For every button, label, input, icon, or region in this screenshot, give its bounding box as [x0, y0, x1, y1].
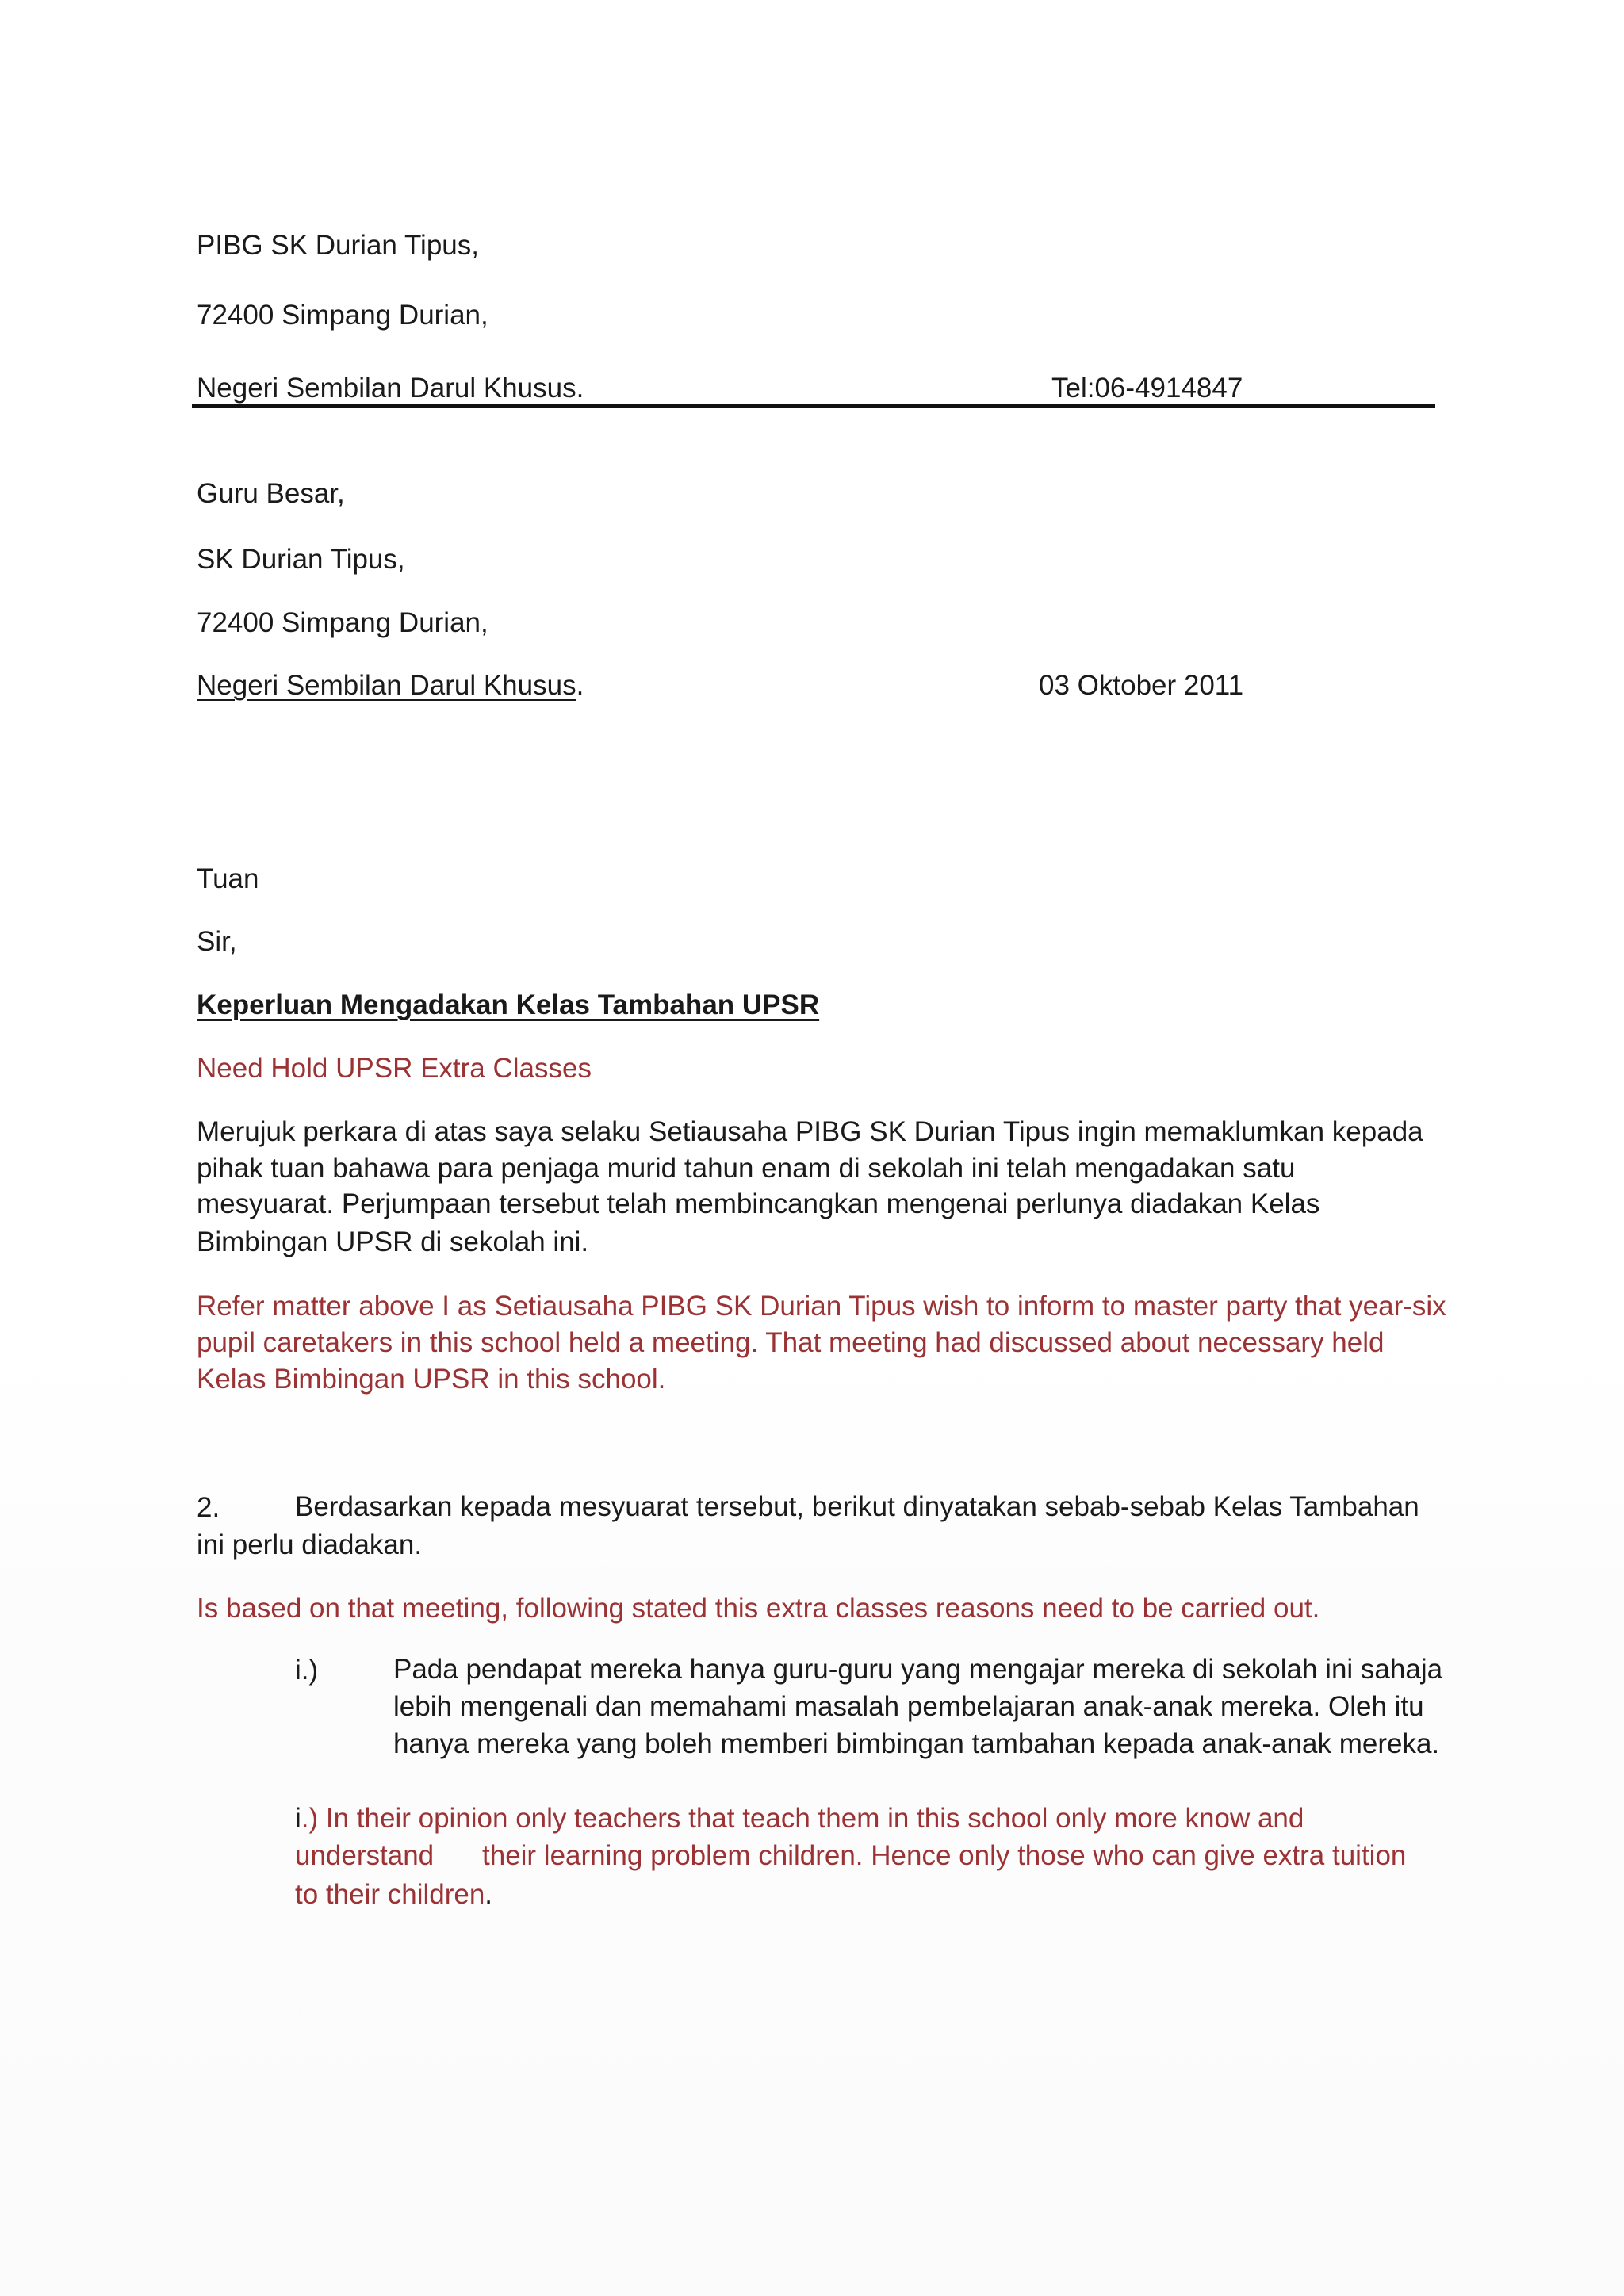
- salutation-malay: Tuan: [197, 863, 259, 894]
- reason1-malay-line-2: lebih mengenali dan memahami masalah pembelajaran anak-anak mereka. Oleh itu: [393, 1691, 1424, 1722]
- sender-line-1: PIBG SK Durian Tipus,: [197, 230, 479, 261]
- paragraph2-malay-line-2: ini perlu diadakan.: [197, 1529, 423, 1560]
- reason1-english-line-3: [295, 1877, 492, 1912]
- recipient-state-period: .: [576, 670, 584, 701]
- sender-line-3: Negeri Sembilan Darul Khusus.: [197, 373, 584, 404]
- letter-date: 03 Oktober 2011: [1039, 670, 1244, 701]
- reason1-english-period: .: [485, 1879, 493, 1910]
- subject-malay: Keperluan Mengadakan Kelas Tambahan UPSR: [197, 989, 820, 1020]
- header-rule: [192, 404, 1435, 408]
- recipient-line-4: [197, 668, 584, 703]
- recipient-state-underlined: Negeri Sembilan Darul Khusus: [197, 670, 576, 701]
- recipient-line-3: 72400 Simpang Durian,: [197, 607, 488, 638]
- paragraph1-english-line-1: Refer matter above I as Setiausaha PIBG SK Durian Tipus wish to inform to master party that year-six: [197, 1291, 1446, 1322]
- reason1-english-line-2a: understand: [295, 1840, 435, 1871]
- sender-telephone: Tel:06-4914847: [1051, 373, 1243, 404]
- reason1-malay-line-3: hanya mereka yang boleh memberi bimbingan tambahan kepada anak-anak mereka.: [393, 1728, 1440, 1759]
- recipient-line-2: SK Durian Tipus,: [197, 544, 405, 575]
- paragraph2-number: 2.: [197, 1492, 220, 1523]
- reason1-english-line-2b: their learning problem children. Hence only those who can give extra tuition: [482, 1840, 1407, 1871]
- sender-line-2: 72400 Simpang Durian,: [197, 300, 488, 331]
- reason1-english-text-3: to their children: [295, 1879, 485, 1910]
- reason1-marker: i.): [295, 1655, 319, 1686]
- paragraph1-english-line-2: pupil caretakers in this school held a meeting. That meeting had discussed about necessary held: [197, 1327, 1385, 1358]
- paragraph1-malay-line-2: pihak tuan bahawa para penjaga murid tahun enam di sekolah ini telah mengadakan satu: [197, 1153, 1296, 1184]
- paragraph2-malay-line-1: Berdasarkan kepada mesyuarat tersebut, berikut dinyatakan sebab-sebab Kelas Tambahan: [295, 1491, 1419, 1522]
- salutation-english: Sir,: [197, 926, 237, 957]
- recipient-line-1: Guru Besar,: [197, 478, 345, 509]
- paragraph1-english-line-3: Kelas Bimbingan UPSR in this school.: [197, 1364, 666, 1395]
- subject-english: Need Hold UPSR Extra Classes: [197, 1053, 592, 1084]
- paragraph1-malay-line-4: Bimbingan UPSR di sekolah ini.: [197, 1226, 589, 1257]
- reason1-malay-line-1: Pada pendapat mereka hanya guru-guru yang mengajar mereka di sekolah ini sahaja: [393, 1654, 1443, 1685]
- paragraph1-malay-line-3: mesyuarat. Perjumpaan tersebut telah membincangkan mengenai perlunya diadakan Kelas: [197, 1188, 1320, 1219]
- reason1-english-marker: i: [295, 1803, 301, 1834]
- reason1-english-line-1: [295, 1801, 1304, 1836]
- reason1-english-text-1: .) In their opinion only teachers that teach them in this school only more know and: [301, 1803, 1304, 1834]
- paragraph1-malay-line-1: Merujuk perkara di atas saya selaku Setiausaha PIBG SK Durian Tipus ingin memaklumkan kepada: [197, 1116, 1423, 1147]
- paragraph2-english: Is based on that meeting, following stated this extra classes reasons need to be carried out.: [197, 1593, 1320, 1624]
